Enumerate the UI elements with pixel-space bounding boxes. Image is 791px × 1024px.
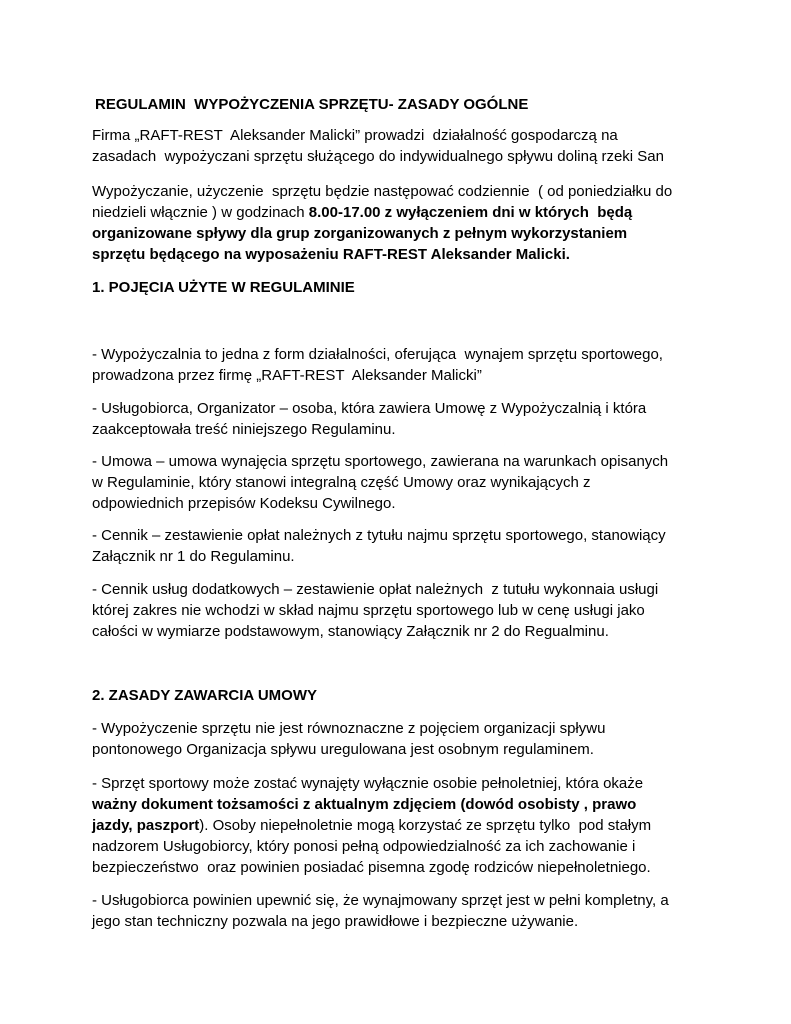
rule-bold-text: jazdy, paszport	[92, 817, 200, 834]
definition-line: której zakres nie wchodzi w skład najmu sprzętu sportowego lub w cenę usługi jako	[92, 602, 645, 619]
intro-line: sprzętu będącego na wyposażeniu RAFT-REST Aleksander Malicki.	[92, 246, 570, 263]
rule-line: nadzorem Usługobiorcy, który ponosi pełną odpowiedzialność za ich zachowanie i	[92, 838, 636, 855]
rule-line: ważny dokument tożsamości z aktualnym zdjęciem (dowód osobisty , prawo	[92, 796, 637, 813]
definition-line: - Cennik usług dodatkowych – zestawienie opłat należnych z tutułu wykonnaia usługi	[92, 581, 659, 598]
rule-text: ). Osoby niepełnoletnie mogą korzystać ze sprzętu tylko pod stałym	[199, 817, 652, 834]
rule-line: pontonowego Organizacja spływu uregulowana jest osobnym regulaminem.	[92, 741, 594, 758]
definition-line: w Regulaminie, który stanowi integralną część Umowy oraz wynikających z	[92, 474, 591, 491]
section-heading: 1. POJĘCIA UŻYTE W REGULAMINIE	[92, 279, 355, 296]
rule-line: - Usługobiorca powinien upewnić się, że wynajmowany sprzęt jest w pełni kompletny, a	[92, 892, 669, 909]
intro-text: niedzieli włącznie ) w godzinach	[92, 204, 309, 221]
intro-hours: 8.00-17.00 z wyłączeniem dni w których będą	[308, 204, 633, 221]
rule-line	[92, 815, 651, 836]
definition-line: odpowiednich przepisów Kodeksu Cywilnego.	[92, 495, 396, 512]
rule-line: bezpieczeństwo oraz powinien posiadać pisemna zgodę rodziców niepełnoletniego.	[92, 859, 651, 876]
intro-line: Firma „RAFT-REST Aleksander Malicki” prowadzi działalność gospodarczą na	[92, 127, 618, 144]
intro-line: Wypożyczanie, użyczenie sprzętu będzie następować codziennie ( od poniedziałku do	[92, 183, 673, 200]
rule-line: - Wypożyczenie sprzętu nie jest równoznaczne z pojęciem organizacji spływu	[92, 720, 606, 737]
definition-line: prowadzona przez firmę „RAFT-REST Aleksander Malicki”	[92, 367, 482, 384]
document-title: REGULAMIN WYPOŻYCZENIA SPRZĘTU- ZASADY OGÓLNE	[95, 96, 529, 113]
rule-line: jego stan techniczny pozwala na jego prawidłowe i bezpieczne używanie.	[92, 913, 579, 930]
section-heading: 2. ZASADY ZAWARCIA UMOWY	[92, 687, 318, 704]
definition-line: całości w wymiarze podstawowym, stanowiący Załącznik nr 2 do Regualminu.	[92, 623, 609, 640]
definition-line: - Usługobiorca, Organizator – osoba, która zawiera Umowę z Wypożyczalnią i która	[92, 400, 647, 417]
intro-line	[92, 202, 632, 223]
definition-line: - Umowa – umowa wynajęcia sprzętu sportowego, zawierana na warunkach opisanych	[92, 453, 669, 470]
definition-line: - Wypożyczalnia to jedna z form działalności, oferująca wynajem sprzętu sportowego,	[92, 346, 663, 363]
intro-line: organizowane spływy dla grup zorganizowanych z pełnym wykorzystaniem	[92, 225, 628, 242]
intro-line: zasadach wypożyczani sprzętu służącego do indywidualnego spływu doliną rzeki San	[92, 148, 664, 165]
rule-line: - Sprzęt sportowy może zostać wynajęty wyłącznie osobie pełnoletniej, która okaże	[92, 775, 644, 792]
definition-line: - Cennik – zestawienie opłat należnych z tytułu najmu sprzętu sportowego, stanowiący	[92, 527, 666, 544]
definition-line: Załącznik nr 1 do Regulaminu.	[92, 548, 295, 565]
definition-line: zaakceptowała treść niniejszego Regulaminu.	[92, 421, 396, 438]
